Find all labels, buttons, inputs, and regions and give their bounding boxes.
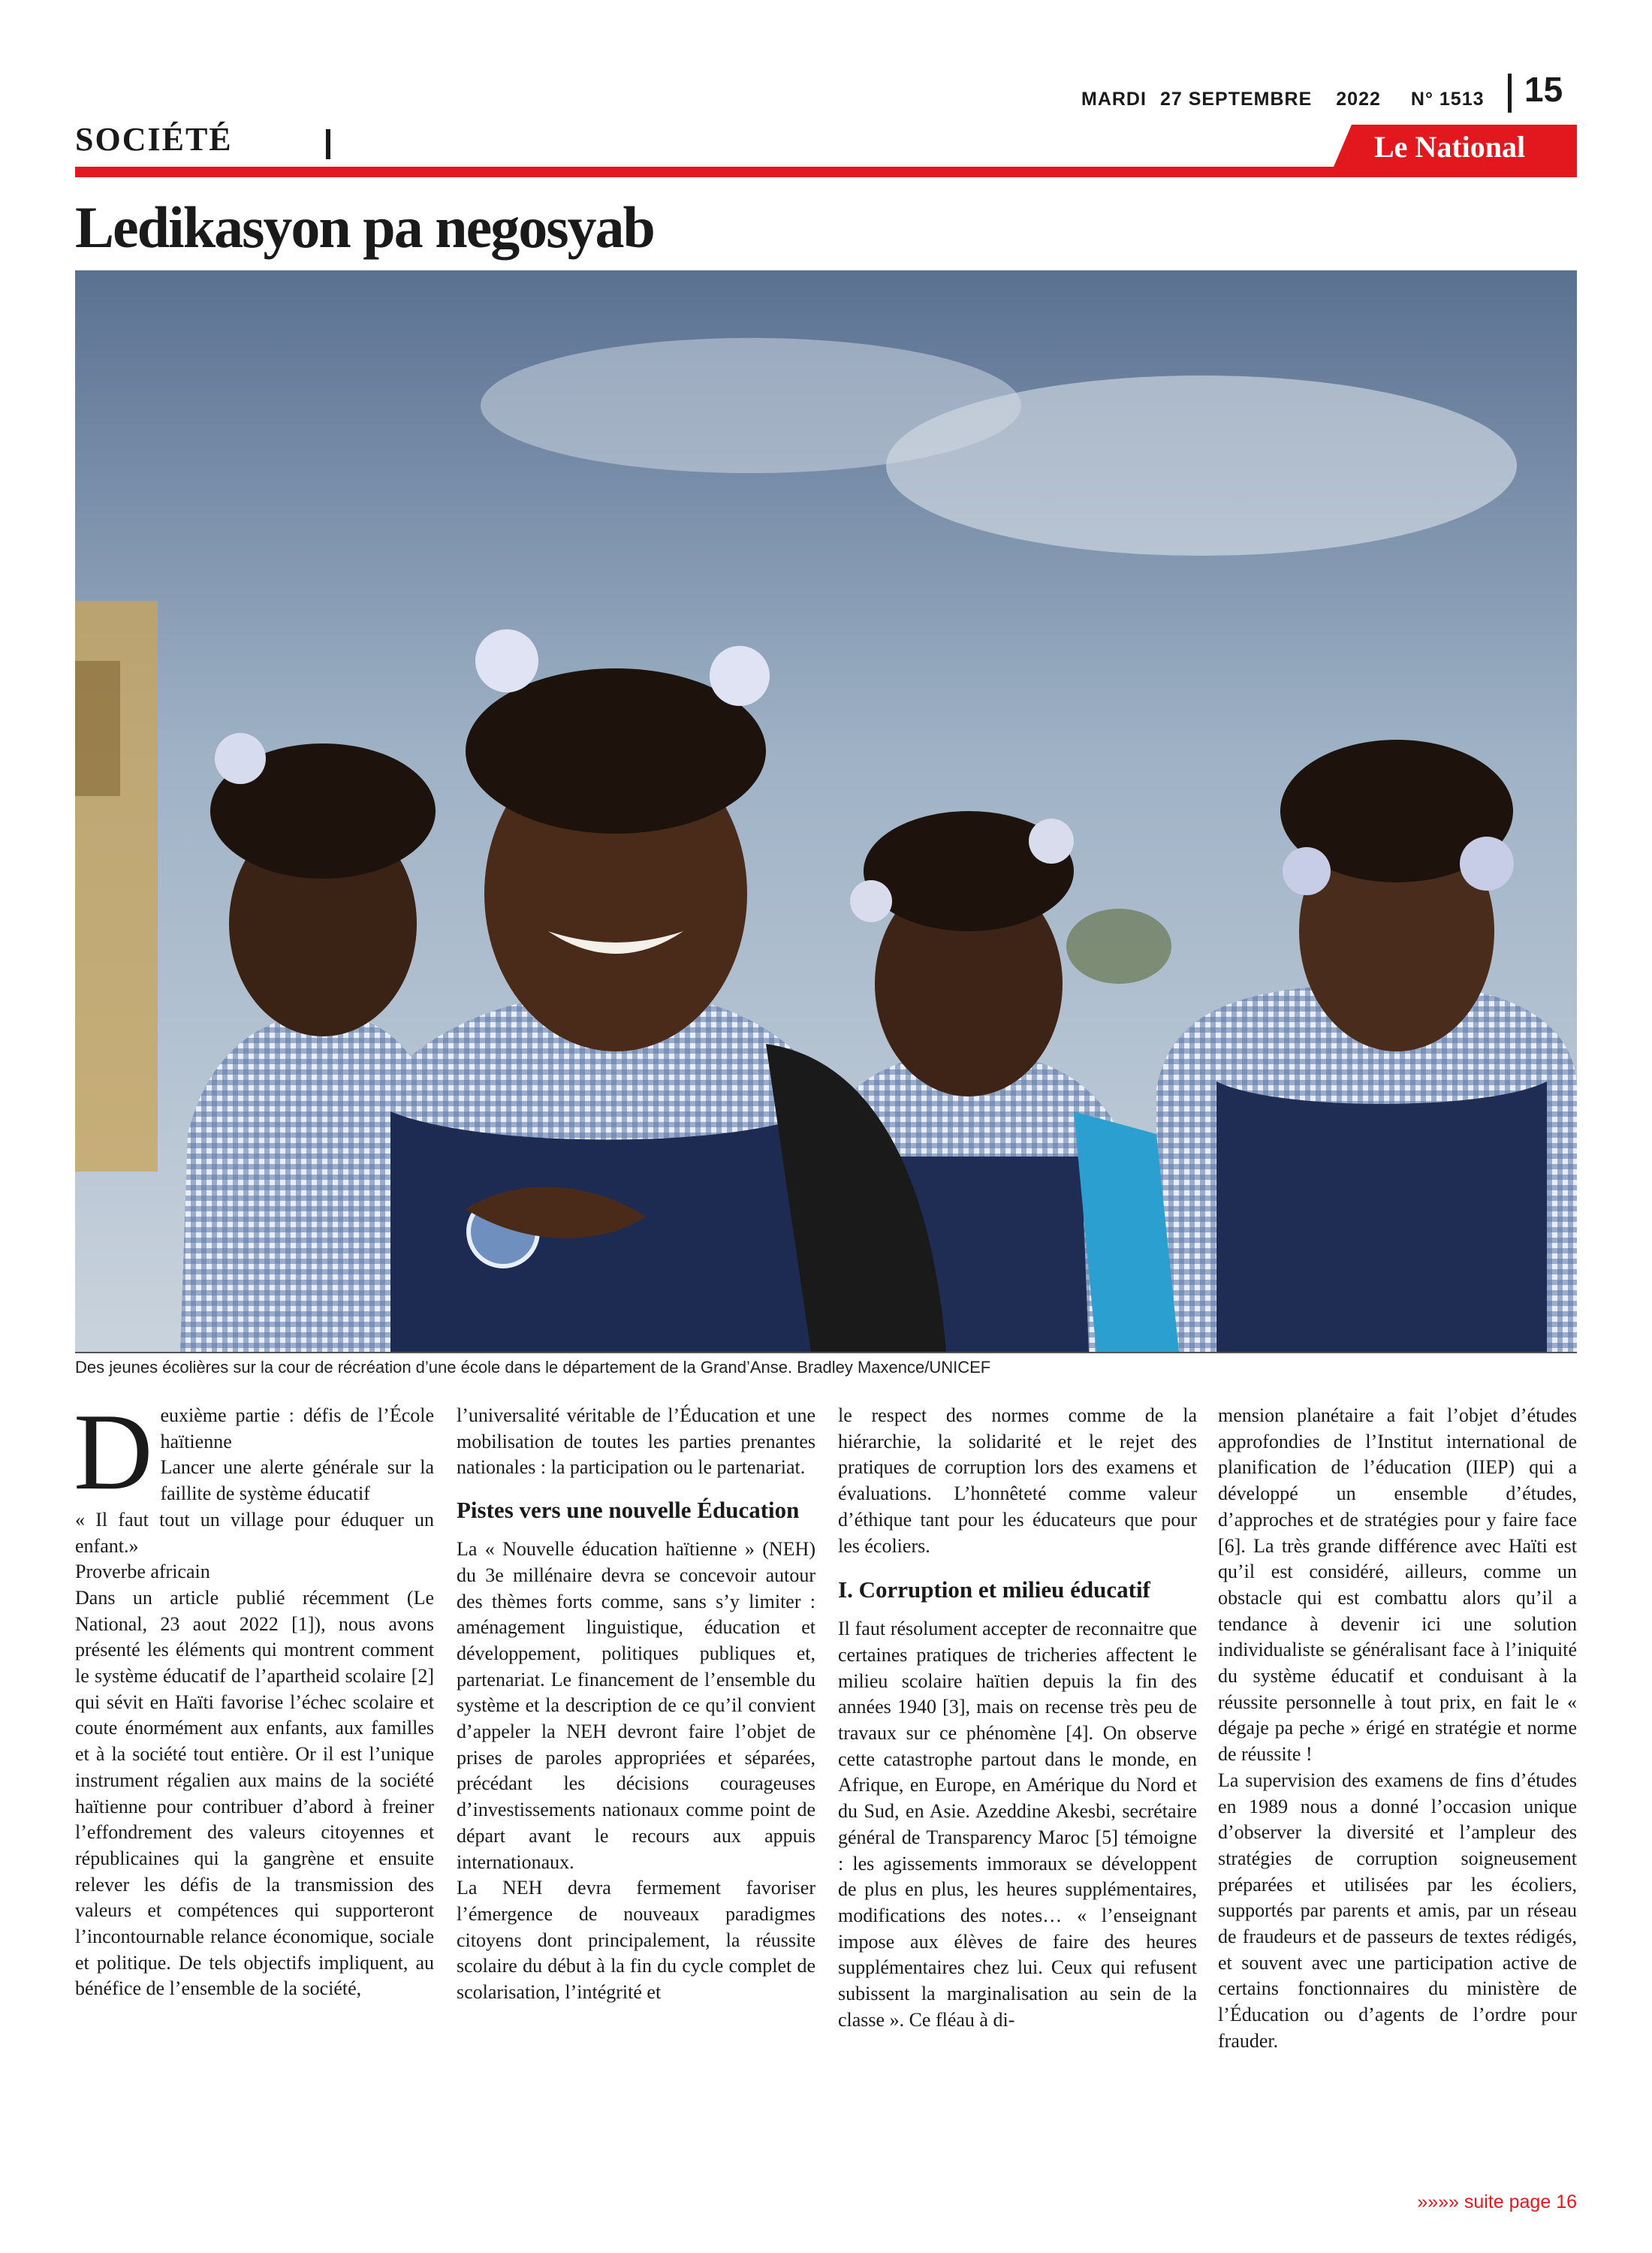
article-column-4	[1218, 1403, 1577, 2055]
alert-line: Lancer une alerte générale sur la faillite de système éducatif	[160, 1456, 434, 1505]
headline: Ledikasyon pa negosyab	[75, 195, 654, 260]
issue-number: N° 1513	[1410, 88, 1485, 110]
article-column-2	[457, 1403, 815, 2006]
section-divider	[326, 129, 330, 159]
drop-cap: D	[74, 1391, 153, 1513]
dateline-date: 27 SEPTEMBRE	[1159, 88, 1313, 110]
header-divider	[1508, 74, 1512, 113]
photo-rule	[75, 1352, 1577, 1353]
body-paragraph: mension planétaire a fait l’objet d’études approfondies de l’Institut international de planification de l’éducation (IIEP) qui a développé un ensemble d’études, d’approches et de stratégies pour y faire face [6]. La très grande différence avec Haïti est qu’il est considéré, ailleurs, comme un obstacle qui est combattu alors qu’il a tendance à devenir ici une solution individualiste se généralisant face à l’iniquité du système éducatif et conduisant à la réussite personnelle à tout prix, en fait le « dégaje pa peche » érigé en stratégie et norme de réussite !	[1218, 1404, 1577, 1766]
body-paragraph: Il faut résolument accepter de reconnaitre que certaines pratiques de tricheries affectent le milieu scolaire haïtien depuis la fin des années 1940 [3], mais on recense très peu de travaux sur ce phénomène [4]. On observe cette catastrophe partout dans le monde, en Afrique, en Europe, en Amérique du Nord et du Sud, en Asie. Azeddine Akesbi, secrétaire général de Transparency Maroc [5] témoigne : les agissements immoraux se développent de plus en plus, les heures supplémentaires, modifications des notes… « l’enseignant impose aux élèves de faire des heures supplémentaires chez lui. Ceux qui refusent subissent la marginalisation au sein de la classe ». Ce fléau à di-	[838, 1618, 1197, 2031]
page-number: 15	[1524, 70, 1563, 109]
dateline-day: MARDI	[1081, 88, 1147, 110]
photo-illustration	[75, 270, 1577, 1352]
article-column-3	[838, 1403, 1197, 2033]
section-label: SOCIÉTÉ	[75, 121, 233, 158]
body-paragraph: Dans un article publié récemment (Le National, 23 aout 2022 [1]), nous avons présenté les éléments qui montrent comment le système éducatif de l’apartheid scolaire [2] qui sévit en Haïti favorise l’échec scolaire et coute énormément aux enfants, aux familles et à la société tout entière. Or il est l’unique instrument régalien aux mains de la société haïtienne pour contribuer d’abord à freiner l’effondrement des valeurs citoyennes et républicaines qui la gangrène et ensuite relever les défis de la transmission des valeurs et compétences qui supporteront l’incontournable relance économique, sociale et politique. De tels objectifs impliquent, au bénéfice de l’ensemble de la société,	[75, 1586, 434, 2000]
body-paragraph: La NEH devra fermement favoriser l’émergence de nouveaux paradigmes citoyens dont principalement, la réussite scolaire du début à la fin du cycle complet de scolarisation, l’intégrité et	[457, 1877, 815, 2004]
proverb-quote: « Il faut tout un village pour éduquer un enfant.»	[75, 1508, 434, 1557]
subheading: Pistes vers une nouvelle Éducation	[457, 1497, 800, 1524]
photo-caption: Des jeunes écolières sur la cour de récréation d’une école dans le département de la Grand’Anse. Bradley Maxence/UNICEF	[75, 1358, 991, 1377]
dateline-year: 2022	[1336, 88, 1381, 110]
continued-link[interactable]: »»»» suite page 16	[1417, 2191, 1577, 2212]
body-paragraph: le respect des normes comme de la hiérarchie, la solidarité et le rejet des pratiques de corruption lors des examens et évaluations. L’honnêteté comme valeur d’éthique tant pour les éducateurs que pour les écoliers.	[838, 1404, 1197, 1557]
body-paragraph: l’universalité véritable de l’Éducation et une mobilisation de toutes les parties prenantes nationales : la participation ou le partenariat.	[457, 1404, 815, 1479]
article-column-1	[74, 1391, 434, 2002]
part-title: euxième partie : défis de l’École haïtienne	[160, 1404, 434, 1452]
subheading: I. Corruption et milieu éducatif	[838, 1576, 1150, 1603]
brand-name: Le National	[1374, 130, 1526, 164]
body-paragraph: La supervision des examens de fins d’études en 1989 nous a donné l’occasion unique d’observer la diversité et l’ampleur des stratégies de corruption soigneusement préparées et utilisées par les écoliers, supportés par parents et amis, par un réseau de fraudeurs et de passeurs de textes rédigés, et souvent avec une participation active de certains fonctionnaires du ministère de l’Éducation ou d’agents de l’ordre pour frauder.	[1218, 1769, 1577, 2052]
article-photo	[75, 270, 1577, 1352]
body-paragraph: La « Nouvelle éducation haïtienne » (NEH) du 3e millénaire devra se concevoir autour des thèmes forts comme, sans s’y limiter : aménagement linguistique, éducation et développement, politiques publiques et, partenariat. Le financement de l’ensemble du système et la description de ce qu’il convient d’appeler la NEH devront faire l’objet de prises de paroles appropriées et séparées, précédant les décisions courageuses d’investissements nationaux comme point de départ avant le recours aux appuis internationaux.	[457, 1538, 815, 1873]
proverb-source: Proverbe africain	[75, 1561, 210, 1583]
dateline	[1081, 84, 1487, 114]
